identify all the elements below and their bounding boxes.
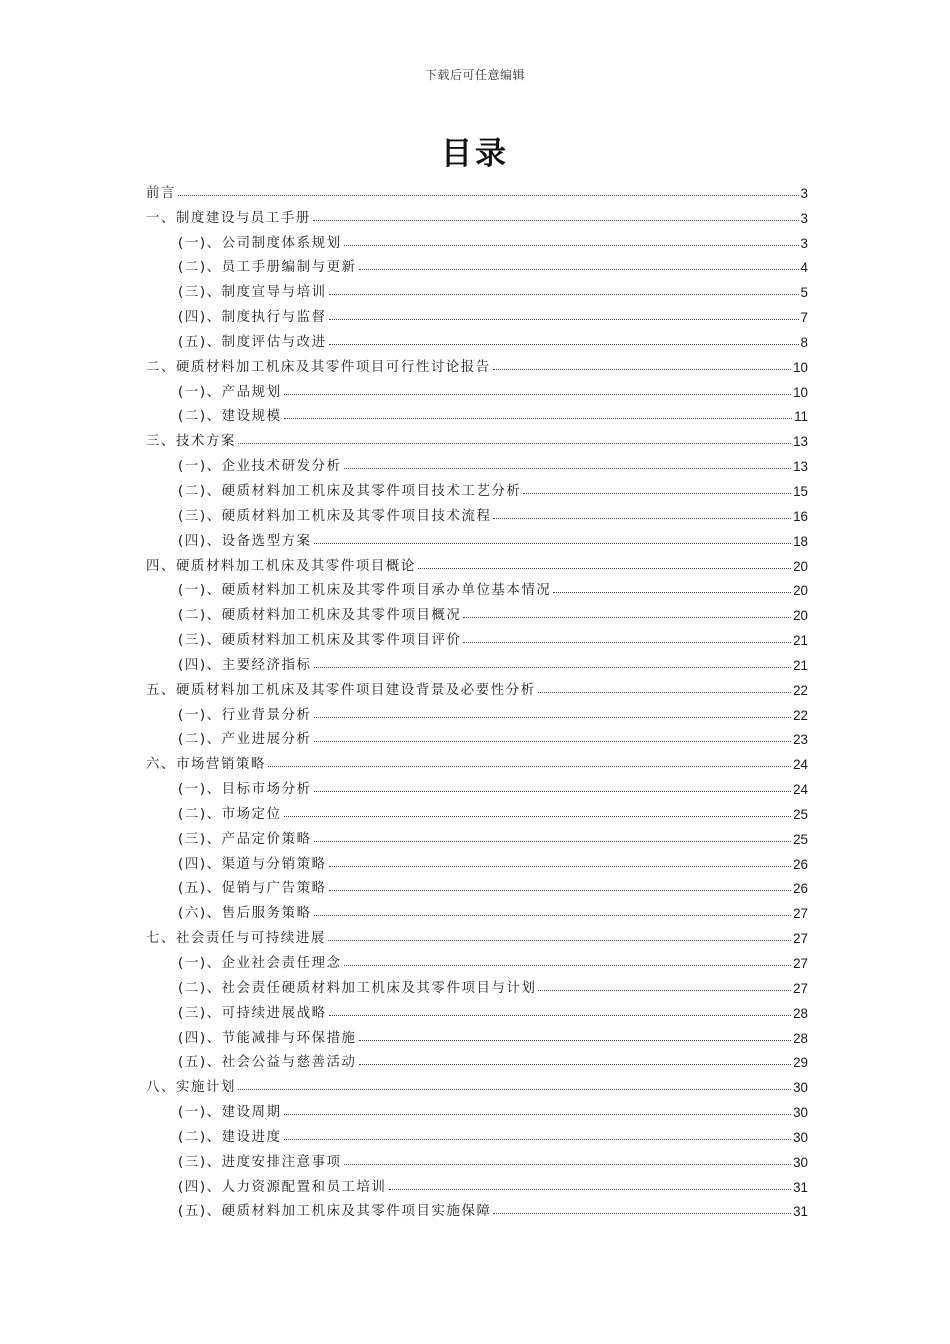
toc-leader-dots xyxy=(284,1114,792,1115)
toc-leader-dots xyxy=(329,866,792,867)
toc-entry[interactable] xyxy=(146,275,808,300)
toc-leader-dots xyxy=(538,692,791,693)
toc-leader-dots xyxy=(463,617,791,618)
toc-entry[interactable] xyxy=(146,524,808,549)
toc-entry-page-number: 16 xyxy=(793,508,808,524)
toc-entry[interactable] xyxy=(146,176,808,201)
toc-entry[interactable] xyxy=(146,574,808,599)
toc-entry-label: (六)、售后服务策略 xyxy=(178,906,312,922)
toc-leader-dots xyxy=(344,965,792,966)
toc-leader-dots xyxy=(314,667,792,668)
toc-entry-page-number: 31 xyxy=(793,1204,808,1220)
toc-leader-dots xyxy=(493,369,791,370)
table-of-contents xyxy=(146,176,808,1219)
toc-entry-page-number: 29 xyxy=(793,1055,808,1071)
toc-entry-page-number: 10 xyxy=(793,384,808,400)
toc-entry-label: (一)、建设周期 xyxy=(178,1105,282,1121)
toc-entry-page-number: 10 xyxy=(793,359,808,375)
toc-entry-page-number: 18 xyxy=(793,533,808,549)
toc-entry-page-number: 7 xyxy=(800,310,808,326)
toc-entry[interactable] xyxy=(146,1120,808,1145)
toc-entry-page-number: 28 xyxy=(793,1030,808,1046)
toc-leader-dots xyxy=(284,418,793,419)
toc-entry-label: (五)、硬质材料加工机床及其零件项目实施保障 xyxy=(178,1204,492,1220)
toc-leader-dots xyxy=(538,990,791,991)
toc-entry-label: (五)、制度评估与改进 xyxy=(178,334,327,350)
toc-entry-page-number: 25 xyxy=(793,806,808,822)
toc-entry-page-number: 3 xyxy=(800,235,808,251)
toc-entry-page-number: 27 xyxy=(793,931,808,947)
toc-leader-dots xyxy=(268,766,791,767)
toc-entry-label: (二)、建设规模 xyxy=(178,409,282,425)
toc-entry-label: (一)、企业社会责任理念 xyxy=(178,956,342,971)
toc-entry[interactable] xyxy=(146,251,808,276)
toc-entry-label: 前言 xyxy=(146,185,176,201)
toc-entry-label: 五、硬质材料加工机床及其零件项目建设背景及必要性分析 xyxy=(146,682,536,698)
toc-entry-label: 一、制度建设与员工手册 xyxy=(146,210,311,226)
toc-leader-dots xyxy=(359,1064,792,1065)
toc-entry-label: (四)、主要经济指标 xyxy=(178,657,312,673)
toc-entry[interactable] xyxy=(146,623,808,648)
toc-entry[interactable] xyxy=(146,996,808,1021)
page-title: 目录 xyxy=(441,136,509,172)
toc-entry[interactable] xyxy=(146,201,808,226)
toc-entry[interactable] xyxy=(146,698,808,723)
toc-entry-page-number: 31 xyxy=(793,1179,808,1195)
toc-entry-page-number: 20 xyxy=(793,608,808,624)
toc-entry-page-number: 8 xyxy=(800,334,808,350)
toc-entry[interactable] xyxy=(146,1070,808,1095)
toc-entry[interactable] xyxy=(146,1170,808,1195)
toc-entry-label: (二)、员工手册编制与更新 xyxy=(178,260,357,276)
toc-entry[interactable] xyxy=(146,598,808,623)
page-header: 下载后可任意编辑 xyxy=(424,68,525,82)
toc-entry-page-number: 30 xyxy=(793,1105,808,1121)
toc-entry-page-number: 28 xyxy=(793,1005,808,1021)
toc-entry-label: (一)、目标市场分析 xyxy=(178,782,312,798)
toc-leader-dots xyxy=(389,1189,792,1190)
toc-leader-dots xyxy=(284,816,792,817)
toc-entry-label: (二)、社会责任硬质材料加工机床及其零件项目与计划 xyxy=(178,980,537,996)
toc-entry-page-number: 15 xyxy=(793,483,808,499)
toc-entry[interactable] xyxy=(146,772,808,797)
toc-entry[interactable] xyxy=(146,946,808,971)
toc-entry-label: 二、硬质材料加工机床及其零件项目可行性讨论报告 xyxy=(146,359,491,375)
toc-entry-label: 三、技术方案 xyxy=(146,434,236,450)
toc-entry-label: (五)、社会公益与慈善活动 xyxy=(178,1055,357,1071)
toc-entry-label: (三)、硬质材料加工机床及其零件项目技术流程 xyxy=(178,508,492,524)
toc-leader-dots xyxy=(314,543,792,544)
toc-leader-dots xyxy=(329,294,799,295)
toc-entry[interactable] xyxy=(146,1145,808,1170)
toc-leader-dots xyxy=(493,518,791,519)
toc-leader-dots xyxy=(523,493,791,494)
toc-entry-label: 四、硬质材料加工机床及其零件项目概论 xyxy=(146,558,416,574)
toc-leader-dots xyxy=(314,717,792,718)
toc-entry[interactable] xyxy=(146,325,808,350)
toc-entry-page-number: 21 xyxy=(793,633,808,649)
toc-entry-page-number: 30 xyxy=(793,1154,808,1170)
toc-entry[interactable] xyxy=(146,449,808,474)
toc-leader-dots xyxy=(328,940,791,941)
toc-leader-dots xyxy=(314,741,792,742)
toc-leader-dots xyxy=(329,890,792,891)
toc-entry-page-number: 26 xyxy=(793,881,808,897)
toc-entry-page-number: 11 xyxy=(794,409,808,425)
toc-entry-label: (四)、制度执行与监督 xyxy=(178,310,327,326)
toc-entry-label: (一)、公司制度体系规划 xyxy=(178,235,342,251)
toc-entry[interactable] xyxy=(146,549,808,574)
toc-entry[interactable] xyxy=(146,1021,808,1046)
toc-entry[interactable] xyxy=(146,896,808,921)
toc-entry-page-number: 5 xyxy=(800,285,808,301)
toc-entry-label: (一)、企业技术研发分析 xyxy=(178,459,342,475)
toc-entry-page-number: 20 xyxy=(793,558,808,574)
toc-leader-dots xyxy=(238,1089,791,1090)
toc-entry-page-number: 21 xyxy=(793,657,808,673)
toc-leader-dots xyxy=(463,642,791,643)
toc-entry[interactable] xyxy=(146,1195,808,1220)
toc-entry[interactable] xyxy=(146,474,808,499)
toc-entry-page-number: 13 xyxy=(793,459,808,475)
toc-entry-page-number: 23 xyxy=(793,732,808,748)
toc-entry-label: (二)、硬质材料加工机床及其零件项目概况 xyxy=(178,608,462,624)
toc-entry[interactable] xyxy=(146,921,808,946)
toc-entry-page-number: 4 xyxy=(800,260,808,276)
toc-leader-dots xyxy=(314,791,792,792)
toc-entry-page-number: 22 xyxy=(793,707,808,723)
toc-entry-label: 六、市场营销策略 xyxy=(146,757,266,773)
toc-leader-dots xyxy=(314,841,792,842)
toc-entry[interactable] xyxy=(146,300,808,325)
toc-leader-dots xyxy=(359,1040,792,1041)
toc-leader-dots xyxy=(238,443,791,444)
toc-leader-dots xyxy=(284,1139,792,1140)
toc-entry-label: (二)、产业进展分析 xyxy=(178,732,312,748)
toc-entry-page-number: 26 xyxy=(793,856,808,872)
toc-entry[interactable] xyxy=(146,1095,808,1120)
toc-entry-label: (二)、市场定位 xyxy=(178,806,282,822)
toc-entry-label: (四)、设备选型方案 xyxy=(178,533,312,549)
toc-entry[interactable] xyxy=(146,1046,808,1071)
toc-leader-dots xyxy=(329,1015,792,1016)
toc-leader-dots xyxy=(359,269,799,270)
toc-leader-dots xyxy=(553,592,791,593)
toc-leader-dots xyxy=(314,915,792,916)
toc-entry-page-number: 3 xyxy=(800,185,808,201)
toc-entry-label: (三)、进度安排注意事项 xyxy=(178,1154,342,1170)
toc-leader-dots xyxy=(284,394,792,395)
toc-entry[interactable] xyxy=(146,971,808,996)
toc-entry[interactable] xyxy=(146,400,808,425)
toc-entry-page-number: 13 xyxy=(793,434,808,450)
toc-entry-label: (二)、硬质材料加工机床及其零件项目技术工艺分析 xyxy=(178,483,522,499)
toc-entry[interactable] xyxy=(146,847,808,872)
toc-leader-dots xyxy=(329,319,799,320)
toc-entry-label: (一)、硬质材料加工机床及其零件项目承办单位基本情况 xyxy=(178,583,552,599)
toc-entry-label: (三)、硬质材料加工机床及其零件项目评价 xyxy=(178,633,462,649)
toc-entry[interactable] xyxy=(146,648,808,673)
toc-entry-label: (一)、行业背景分析 xyxy=(178,707,312,723)
toc-entry[interactable] xyxy=(146,226,808,251)
toc-entry-page-number: 20 xyxy=(793,583,808,599)
toc-entry-label: (四)、节能减排与环保措施 xyxy=(178,1030,357,1046)
toc-entry-page-number: 27 xyxy=(793,906,808,922)
toc-entry-page-number: 22 xyxy=(793,682,808,698)
toc-entry-page-number: 27 xyxy=(793,980,808,996)
toc-entry-label: (三)、可持续进展战略 xyxy=(178,1005,327,1021)
toc-entry-page-number: 27 xyxy=(793,956,808,971)
toc-entry-page-number: 25 xyxy=(793,831,808,847)
toc-entry-label: (一)、产品规划 xyxy=(178,384,282,400)
toc-entry[interactable] xyxy=(146,499,808,524)
toc-entry-label: (五)、促销与广告策略 xyxy=(178,881,327,897)
toc-leader-dots xyxy=(344,245,799,246)
toc-entry-page-number: 3 xyxy=(800,210,808,226)
toc-entry[interactable] xyxy=(146,872,808,897)
toc-entry[interactable] xyxy=(146,673,808,698)
toc-entry-label: (四)、人力资源配置和员工培训 xyxy=(178,1179,387,1195)
toc-entry-label: 七、社会责任与可持续进展 xyxy=(146,931,326,947)
toc-entry-page-number: 24 xyxy=(793,782,808,798)
toc-entry-label: 八、实施计划 xyxy=(146,1080,236,1096)
toc-entry[interactable] xyxy=(146,747,808,772)
toc-entry[interactable] xyxy=(146,350,808,375)
toc-leader-dots xyxy=(313,220,799,221)
toc-leader-dots xyxy=(329,344,799,345)
toc-leader-dots xyxy=(178,195,799,196)
toc-entry-page-number: 24 xyxy=(793,757,808,773)
toc-entry-label: (四)、渠道与分销策略 xyxy=(178,856,327,872)
toc-leader-dots xyxy=(418,568,791,569)
toc-entry-page-number: 30 xyxy=(793,1080,808,1096)
toc-entry-page-number: 30 xyxy=(793,1129,808,1145)
toc-entry-label: (二)、建设进度 xyxy=(178,1129,282,1145)
toc-leader-dots xyxy=(344,1164,792,1165)
toc-entry[interactable] xyxy=(146,723,808,748)
toc-entry-label: (三)、产品定价策略 xyxy=(178,831,312,847)
toc-entry[interactable] xyxy=(146,822,808,847)
toc-entry-label: (三)、制度宣导与培训 xyxy=(178,285,327,301)
toc-entry[interactable] xyxy=(146,797,808,822)
toc-entry[interactable] xyxy=(146,424,808,449)
toc-leader-dots xyxy=(344,468,792,469)
toc-entry[interactable] xyxy=(146,375,808,400)
toc-leader-dots xyxy=(493,1213,791,1214)
